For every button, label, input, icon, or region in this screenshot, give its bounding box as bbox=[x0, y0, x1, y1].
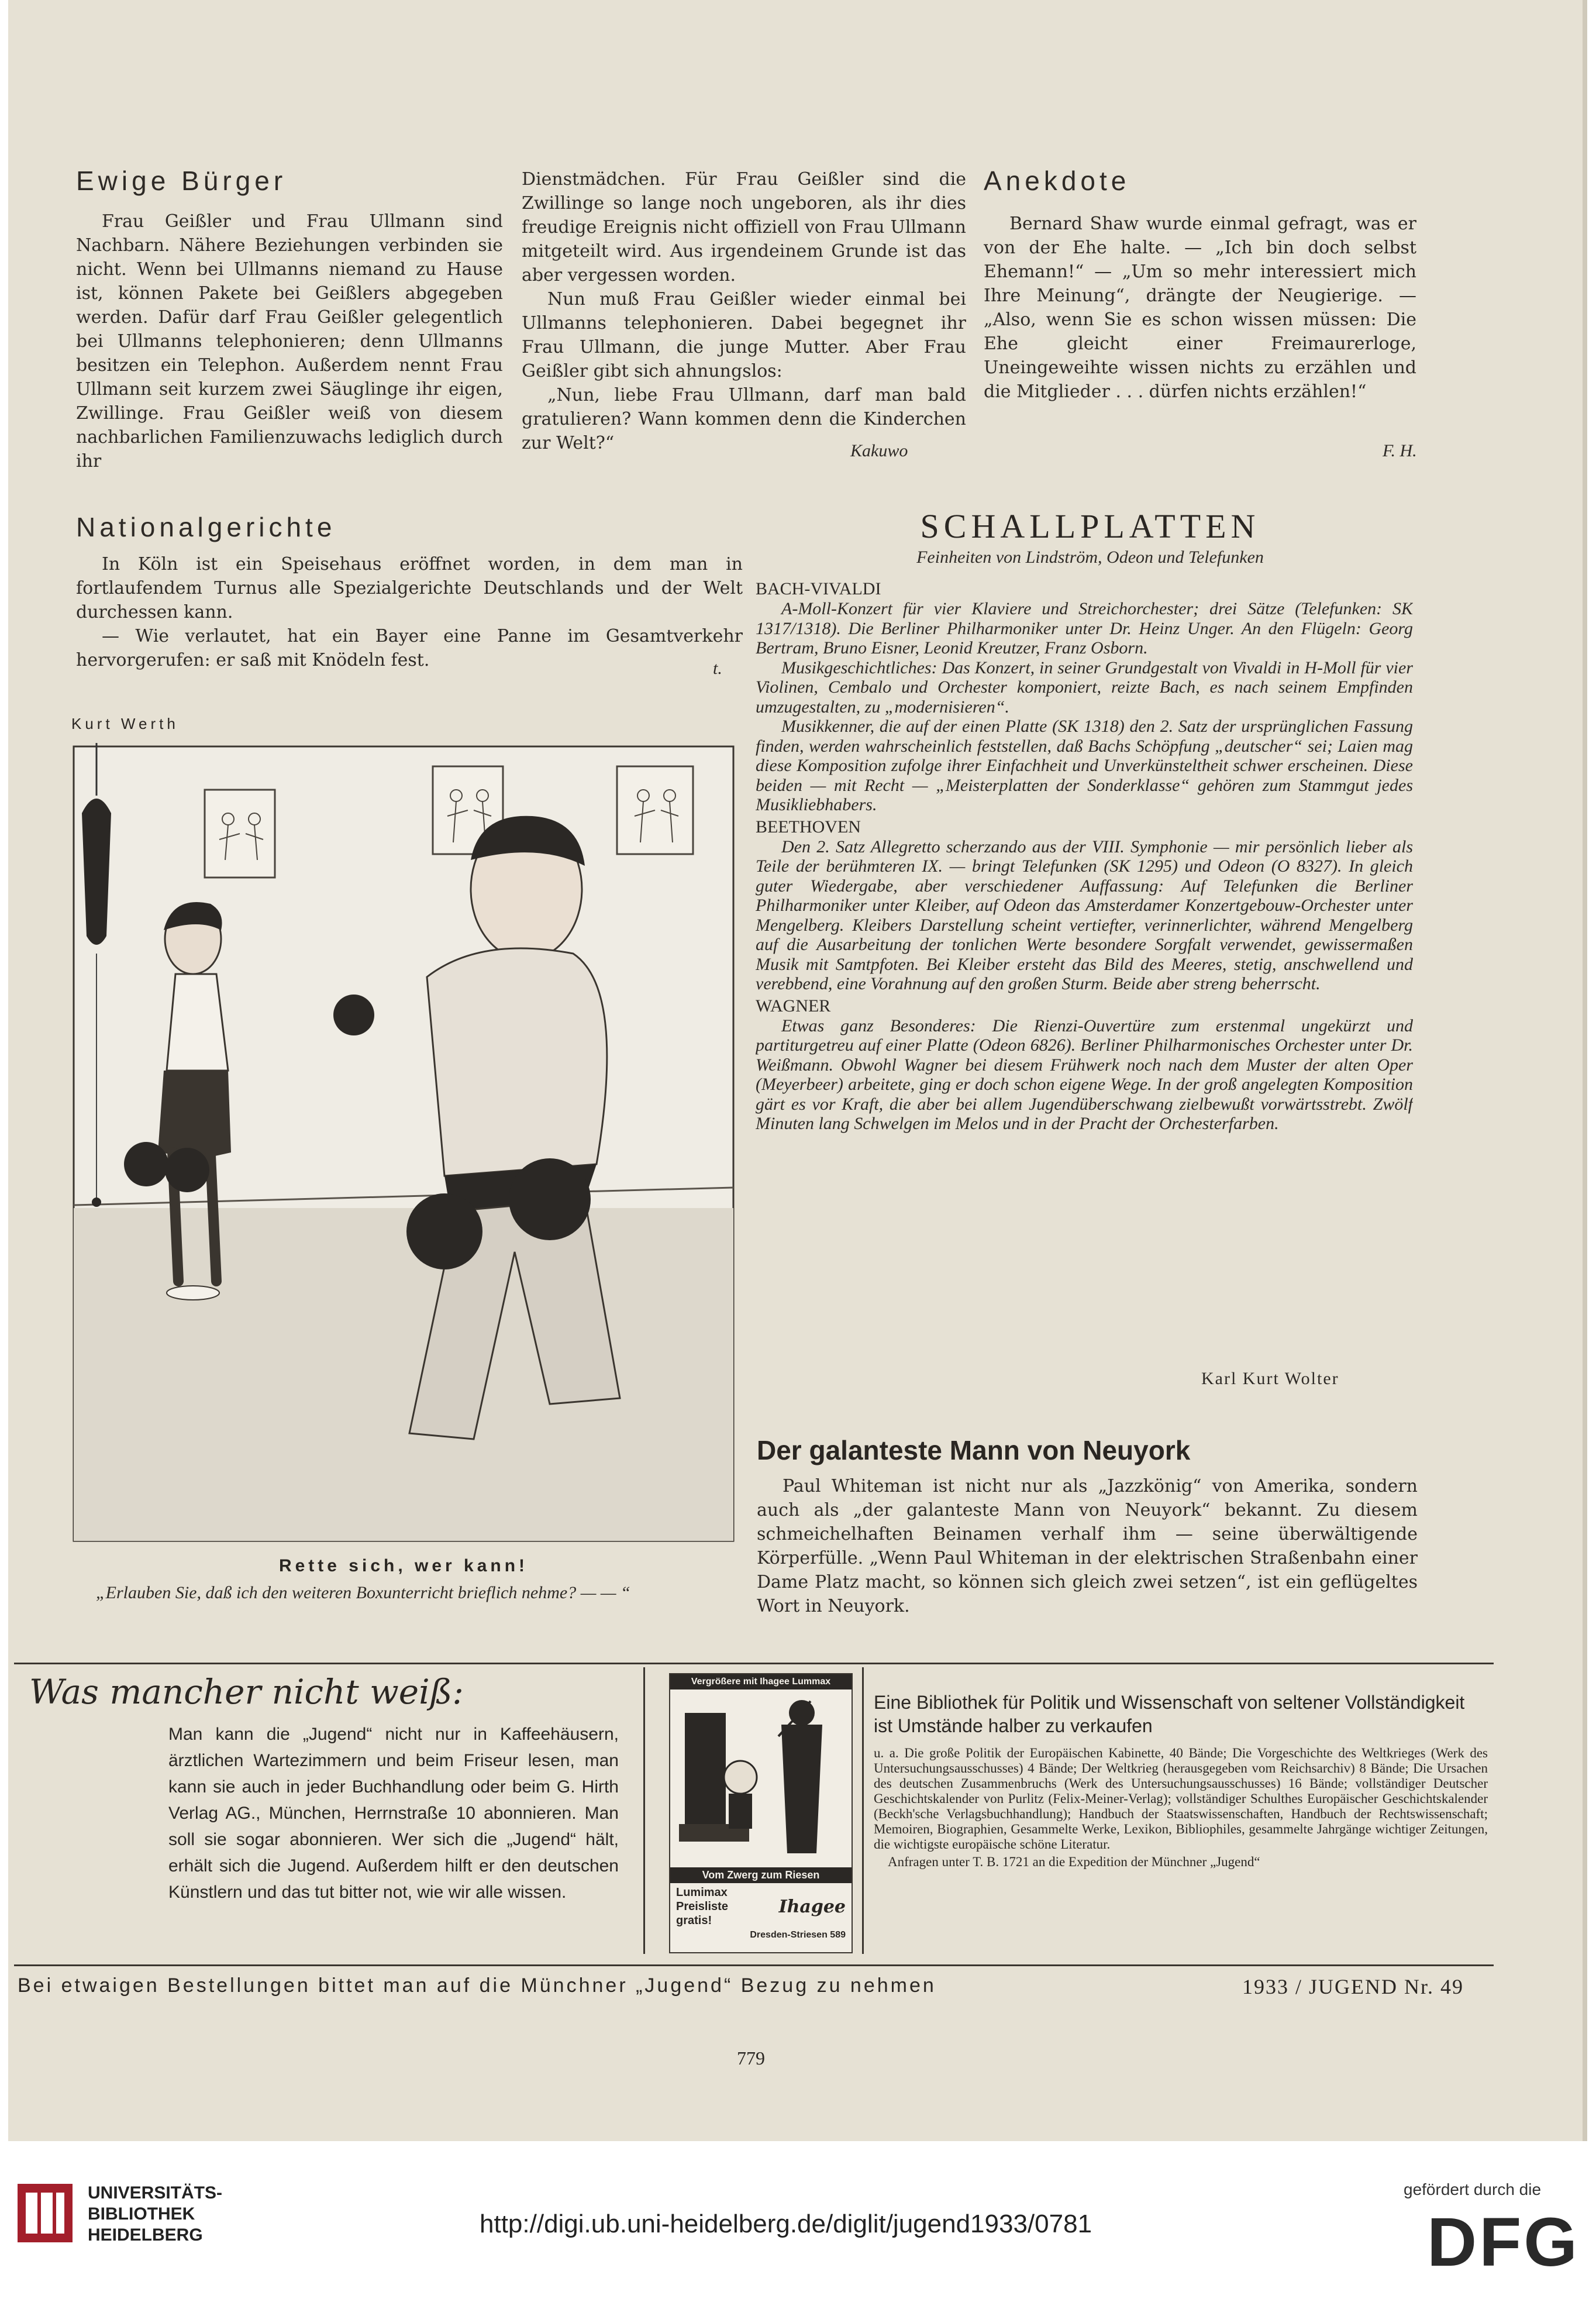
ewige-col1 bbox=[76, 209, 503, 479]
jugend-ad bbox=[18, 1672, 635, 1964]
anekdote-body bbox=[984, 212, 1416, 463]
schall-paragraph: Etwas ganz Besonderes: Die Rienzi-Ouvertüre zum erstenmal ungekürzt und partiturgetreu auf einer Platte (Odeon 6826). Berliner Philharmonisches Orchester unter Dr. Weißmann. Obwohl Wagner bei diesem Frühwerk noch nach dem Muster der alten Oper (Meyerbeer) arbeitete, ging er doch schon eigene Wege. In der groß angelegten Komposition gärt es vor Kraft, die aber bei allem Jugendüberschwang zielbewußt vorwärtsstrebt. Zwölf Minuten lang Schwelgen im Melos und in der Pracht der Orchesterfarben. bbox=[756, 1016, 1413, 1133]
bach-heading: BACH-VIVALDI bbox=[756, 579, 881, 598]
ewige-col2 bbox=[522, 167, 966, 472]
national-paragraph: In Köln ist ein Speisehaus eröffnet worden, in dem man in fortlaufendem Turnus alle Spezialgerichte Deutschlands und der Welt durchessen kann. bbox=[76, 554, 743, 622]
ewige-paragraph: „Nun, liebe Frau Ullmann, darf man bald gratulieren? Wann kommen denn die Kinderchen zur Welt?“ bbox=[522, 385, 966, 453]
ad-top-rule bbox=[14, 1663, 1494, 1664]
galant-body bbox=[757, 1474, 1418, 1632]
bibliothek-ad bbox=[874, 1691, 1488, 1954]
digitization-footer bbox=[0, 2144, 1596, 2302]
jugend-ad-text: Man kann die „Jugend“ nicht nur in Kaffeehäusern, ärztlichen Wartezimmern und beim Friseur lesen, man kann sie auch in jeder Buchhandlung oder beim G. Hirth Verlag AG., München, Herrnstraße 10 abonnieren. Man soll sie sogar abonnieren. Wer sich die „Jugend“ hält, erhält sich die Jugend. Außerdem hilft er den deutschen Künstlern und das tut bitter not, wie wir alle wissen. bbox=[168, 1725, 619, 1902]
schall-paragraph: A-Moll-Konzert für vier Klaviere und Streichorchester; drei Sätze (Telefunken: SK 1317/1318). Die Berliner Philharmoniker unter Dr. Heinz Unger. An den Flügeln: Georg Bertram, Bruno Eisner, Leonid Kreutzer, Franz Osborn. bbox=[756, 599, 1413, 658]
schall-body bbox=[756, 579, 1413, 1410]
ihagee-top: Vergrößere mit Ihagee Lummax bbox=[670, 1674, 852, 1689]
magazine-page bbox=[8, 0, 1587, 2141]
national-body bbox=[76, 552, 743, 687]
enlarger-illustration bbox=[670, 1689, 849, 1865]
anekdote-paragraph: Bernard Shaw wurde einmal gefragt, was er von der Ehe halte. — „Ich bin doch selbst Ehemann!“ — „Um so mehr interessiert mich Ihre Meinung“, drängte der Neugierige. — „Also, wenn Sie es schon wissen müssen: Die Ehe gleicht einer Freimaurerloge, Uneingeweihte wissen nichts zu erzählen und die Mitglieder . . . dürfen nichts erzählen!“ bbox=[984, 214, 1416, 402]
ihagee-band: Vom Zwerg zum Riesen bbox=[670, 1867, 852, 1883]
bibliothek-reply: Anfragen unter T. B. 1721 an die Expedition der Münchner „Jugend“ bbox=[888, 1854, 1260, 1869]
jugend-ad-title: Was mancher nicht weiß: bbox=[29, 1672, 464, 1712]
ihagee-brand-logo: Ihagee bbox=[778, 1896, 846, 1917]
beethoven-heading: BEETHOVEN bbox=[756, 817, 861, 837]
schall-paragraph: Musikgeschichtliches: Das Konzert, in seiner Grundgestalt von Vivaldi in H-Moll für vier Violinen, Cembalo und Orchester komponiert, reizte Bach, es nach seinem Empfinden umzugestalten, zu „modernisieren“. bbox=[756, 658, 1413, 717]
anekdote-title: Anekdote bbox=[984, 166, 1130, 196]
issue-label: 1933 / JUGEND Nr. 49 bbox=[1242, 1975, 1464, 1998]
ihagee-preisliste: Preisliste bbox=[676, 1900, 728, 1913]
cartoon-artist: Kurt Werth bbox=[71, 715, 179, 732]
boxing-cartoon bbox=[70, 743, 737, 1544]
funded-by-label: gefördert durch die bbox=[1404, 2180, 1542, 2198]
ad-divider bbox=[643, 1667, 645, 1954]
galant-title: Der galanteste Mann von Neuyork bbox=[757, 1435, 1191, 1465]
schall-subtitle: Feinheiten von Lindström, Odeon und Telefunken bbox=[916, 548, 1264, 567]
ewige-signature: Kakuwo bbox=[850, 441, 908, 460]
ihagee-ad bbox=[669, 1673, 853, 1953]
university-logo-icon bbox=[13, 2178, 77, 2248]
ewige-paragraph: Frau Geißler und Frau Ullmann sind Nachbarn. Nähere Beziehungen verbinden sie nicht. Wenn bei Ullmanns niemand zu Hause ist, können Pakete bei Geißlers abgegeben werden. Dafür darf Frau Geißler gelegentlich bei Ullmanns telephonieren; denn Ullmanns besitzen ein Telephon. Außerdem nennt Frau Ullmann seit kurzem zwei Säuglinge ihr eigen, Zwillinge. Frau Geißler weiß von diesem nachbarlichen Familienzuwachs lediglich durch ihr bbox=[76, 211, 503, 472]
national-paragraph: — Wie verlautet, hat ein Bayer eine Panne im Gesamtverkehr hervorgerufen: er saß mit Knödeln fest. bbox=[76, 626, 743, 670]
wagner-heading: WAGNER bbox=[756, 996, 831, 1016]
ad-bottom-rule bbox=[14, 1964, 1494, 1966]
national-signature: t. bbox=[713, 659, 722, 678]
schall-paragraph: Musikkenner, die auf der einen Platte (SK 1318) den 2. Satz der ursprünglichen Fassung finden, werden wahrscheinlich feststellen, daß Bachs Schöpfung „deutscher“ sei; Laien mag diese Komposition zufolge ihrer Einfachheit und Unverkünsteltheit schwer erscheinen. Diese beiden — mit Recht — „Meisterplatten der Sonderklasse“ gehören zum Stammgut jedes Musikliebhabers. bbox=[756, 717, 1413, 814]
galant-paragraph: Paul Whiteman ist nicht nur als „Jazzkönig“ von Amerika, sondern auch als „der galanteste Mann von Neuyork“ bekannt. Zu diesem schmeichelhaften Beinamen verhalf ihm — seine überwältigende Körperfülle. „Wenn Paul Whiteman in der elektrischen Straßenbahn einer Dame Platz macht, so können sich gleich zwei setzen“, ist ein geflügeltes Wort in Neuyork. bbox=[757, 1476, 1418, 1616]
national-title: Nationalgerichte bbox=[76, 512, 336, 542]
uni-name-line1: UNIVERSITÄTS- bbox=[88, 2183, 223, 2203]
source-url-link[interactable]: http://digi.ub.uni-heidelberg.de/diglit/jugend1933/0781 bbox=[480, 2210, 1092, 2238]
ewige-paragraph: Nun muß Frau Geißler wieder einmal bei Ullmanns telephonieren. Dabei begegnet ihr Frau Ullmann, die junge Mutter. Aber Frau Geißler gibt sich ahnungslos: bbox=[522, 289, 966, 381]
cartoon-caption-title: Rette sich, wer kann! bbox=[278, 1556, 529, 1575]
page-number: 779 bbox=[737, 2048, 765, 2069]
uni-name-line2: BIBLIOTHEK bbox=[88, 2204, 195, 2224]
cartoon-caption-text: „Erlauben Sie, daß ich den weiteren Boxunterricht brieflich nehme? — — “ bbox=[96, 1583, 630, 1602]
uni-name-line3: HEIDELBERG bbox=[88, 2225, 203, 2245]
ewige-title: Ewige Bürger bbox=[76, 166, 287, 196]
bibliothek-text: u. a. Die große Politik der Europäischen Kabinette, 40 Bände; Die Vorgeschichte des Weltkrieges (Werk des Untersuchungsausschusses) 4 Bände; Der Weltkrieg (herausgegeben vom Reichsarchiv) 8 Bände; Die Ursachen des deutschen Zusammenbruchs (Werk des Untersuchungsausschusses) 16 Bände; vollständiger Deutscher Geschichtskalender von Purlitz (Felix-Meiner-Verlag); vollständiger Schulthes Europäischer Geschichtskalender (Beckh'sche Verlagsbuchhandlung); Handbuch der Staatswissenschaften, Handbuch der Rechtswissenschaft; Memoiren, Biographien, Gesammelte Werke, Lexikon, Bibliophiles, gesammelte Jahrgänge wichtiger Zeitungen, die wichtigste europäische schöne Literatur. bbox=[874, 1746, 1488, 1852]
ihagee-lumimax: Lumimax bbox=[676, 1886, 728, 1899]
schall-signature: Karl Kurt Wolter bbox=[1201, 1369, 1339, 1388]
order-notice: Bei etwaigen Bestellungen bittet man auf die Münchner „Jugend“ Bezug zu nehmen bbox=[18, 1974, 936, 1997]
ihagee-city: Dresden-Striesen 589 bbox=[750, 1930, 846, 1940]
schall-title: SCHALLPLATTEN bbox=[920, 507, 1260, 545]
bibliothek-head: Eine Bibliothek für Politik und Wissenschaft von seltener Vollständigkeit ist Umstände halber zu verkaufen bbox=[874, 1692, 1465, 1736]
ad-divider bbox=[862, 1667, 864, 1954]
schall-paragraph: Den 2. Satz Allegretto scherzando aus der VIII. Symphonie — mir persönlich lieber als Teile der berühmteren IX. — bringt Telefunken (SK 1295) und Odeon (O 8327). In gleich guter Wiedergabe, aber verschiedener Auffassung: Auf Telefunken die Berliner Philharmoniker unter Kleiber, auf Odeon das Amsterdamer Konzertgebouw-Orchester unter Mengelberg. Kleibers Darstellung scheint vertiefter, verinnerlichter, während Mengelberg auf die Ausarbeitung der tonlichen Werte besondere Sorgfalt verwendet, gewissermaßen Musik mit Samtpfoten. Bei Kleiber ersteht das Bild des Meeres, stetig, anschwellend und verebbend, eine Vorahnung auf den großen Sturm. Beide aber streng beherrscht. bbox=[756, 837, 1413, 993]
ewige-paragraph: Dienstmädchen. Für Frau Geißler sind die Zwillinge so lange noch ungeboren, als ihr dies freudige Ereignis nicht offiziell von Frau Ullmann mitgeteilt wird. Aus irgendeinem Grunde ist das aber vergessen worden. bbox=[522, 169, 966, 285]
ihagee-gratis: gratis! bbox=[676, 1914, 712, 1927]
dfg-logo: DFG bbox=[1427, 2204, 1580, 2281]
anekdote-signature: F. H. bbox=[1383, 441, 1417, 460]
